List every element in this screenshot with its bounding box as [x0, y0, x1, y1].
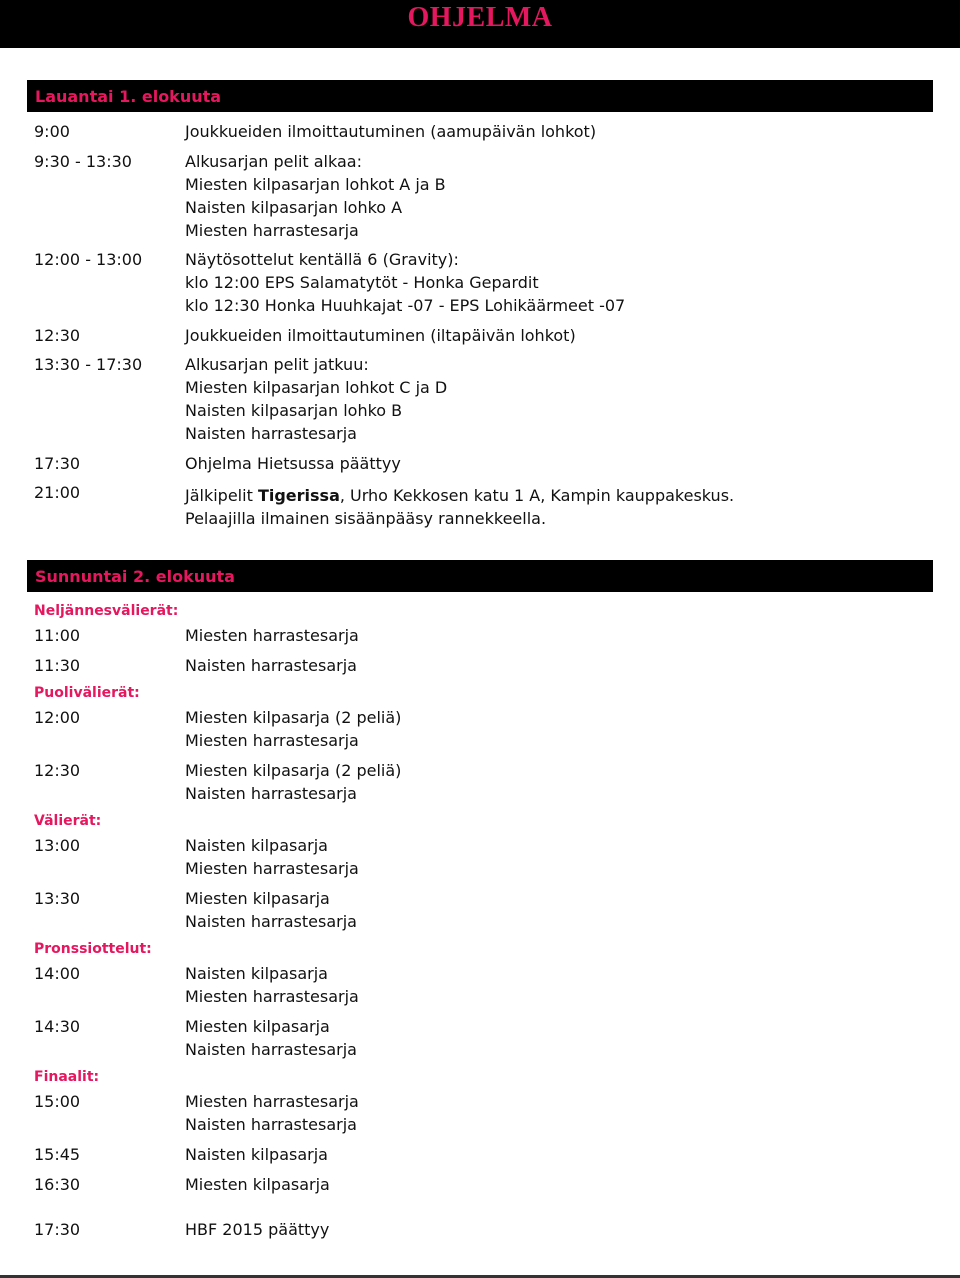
- event-time: 13:30 - 17:30: [34, 355, 143, 374]
- event-time: 11:30: [34, 656, 81, 675]
- event-line: Naisten harrastesarja: [185, 656, 357, 675]
- event-line: Naisten harrastesarja: [185, 912, 357, 931]
- event-line: Joukkueiden ilmoittautuminen (iltapäivän lohkot): [185, 326, 576, 345]
- event-line: Miesten harrastesarja: [185, 626, 359, 645]
- event-line: klo 12:00 EPS Salamatytöt - Honka Gepardit: [185, 273, 539, 292]
- event-line: Alkusarjan pelit alkaa:: [185, 152, 362, 171]
- event-line: Naisten kilpasarjan lohko B: [185, 401, 403, 420]
- event-line: Miesten kilpasarjan lohkot A ja B: [185, 175, 446, 194]
- event-line: Naisten harrastesarja: [185, 424, 357, 443]
- event-time: 14:30: [34, 1017, 81, 1036]
- event-time: 12:30: [34, 326, 81, 345]
- saturday-heading: Lauantai 1. elokuuta: [35, 87, 222, 106]
- event-time: 9:00: [34, 122, 70, 141]
- event-line: Ohjelma Hietsussa päättyy: [185, 454, 401, 473]
- event-line: Naisten kilpasarja: [185, 836, 328, 855]
- event-line: Pelaajilla ilmainen sisäänpääsy rannekkeella.: [185, 509, 547, 528]
- event-line: Miesten harrastesarja: [185, 1092, 359, 1111]
- event-time: 9:30 - 13:30: [34, 152, 132, 171]
- event-line: Naisten kilpasarja: [185, 1145, 328, 1164]
- event-text: Jälkipelit: [185, 486, 258, 505]
- event-line: Näytösottelut kentällä 6 (Gravity):: [185, 250, 459, 269]
- round-title: Pronssiottelut:: [34, 941, 152, 957]
- event-line: Miesten kilpasarja (2 peliä): [185, 761, 402, 780]
- page-title: OHJELMA: [407, 2, 553, 33]
- event-line: Naisten harrastesarja: [185, 1115, 357, 1134]
- event-line: Naisten kilpasarjan lohko A: [185, 198, 403, 217]
- event-line: Miesten kilpasarja: [185, 1175, 330, 1194]
- event-line: Miesten kilpasarjan lohkot C ja D: [185, 378, 448, 397]
- event-time: 13:30: [34, 889, 81, 908]
- event-time: 12:30: [34, 761, 81, 780]
- closing-time: 17:30: [34, 1220, 81, 1239]
- event-line: Miesten kilpasarja (2 peliä): [185, 708, 402, 727]
- sunday-heading-bar: [27, 560, 933, 592]
- venue-name: Tigerissa: [257, 486, 340, 505]
- event-time: 15:00: [34, 1092, 81, 1111]
- event-line: Joukkueiden ilmoittautuminen (aamupäivän lohkot): [185, 122, 597, 141]
- event-line: Naisten kilpasarja: [185, 964, 328, 983]
- event-line: Naisten harrastesarja: [185, 1040, 357, 1059]
- event-time: 12:00: [34, 708, 81, 727]
- event-line: Naisten harrastesarja: [185, 784, 357, 803]
- event-line: Miesten harrastesarja: [185, 221, 359, 240]
- event-line: Alkusarjan pelit jatkuu:: [185, 355, 369, 374]
- event-time: 13:00: [34, 836, 81, 855]
- event-line: Miesten harrastesarja: [185, 731, 359, 750]
- event-time: 11:00: [34, 626, 81, 645]
- round-title: Finaalit:: [34, 1069, 100, 1085]
- round-title: Neljännesvälierät:: [34, 603, 179, 619]
- round-title: Välierät:: [34, 813, 102, 829]
- event-time: 14:00: [34, 964, 81, 983]
- event-time: 12:00 - 13:00: [34, 250, 143, 269]
- closing-text: HBF 2015 päättyy: [185, 1220, 330, 1239]
- sunday-heading: Sunnuntai 2. elokuuta: [35, 567, 235, 586]
- event-time: 17:30: [34, 454, 81, 473]
- event-time: 15:45: [34, 1145, 81, 1164]
- event-time: 21:00: [34, 483, 81, 502]
- saturday-heading-bar: [27, 80, 933, 112]
- event-line: Miesten harrastesarja: [185, 859, 359, 878]
- header-bar: [0, 0, 960, 48]
- event-line: Miesten harrastesarja: [185, 987, 359, 1006]
- event-line: klo 12:30 Honka Huuhkajat -07 - EPS Lohikäärmeet -07: [185, 296, 626, 315]
- event-line: Miesten kilpasarja: [185, 889, 330, 908]
- event-text: , Urho Kekkosen katu 1 A, Kampin kauppakeskus.: [339, 486, 735, 505]
- event-time: 16:30: [34, 1175, 81, 1194]
- round-title: Puolivälierät:: [34, 685, 140, 701]
- event-line: [185, 484, 734, 507]
- event-line: Miesten kilpasarja: [185, 1017, 330, 1036]
